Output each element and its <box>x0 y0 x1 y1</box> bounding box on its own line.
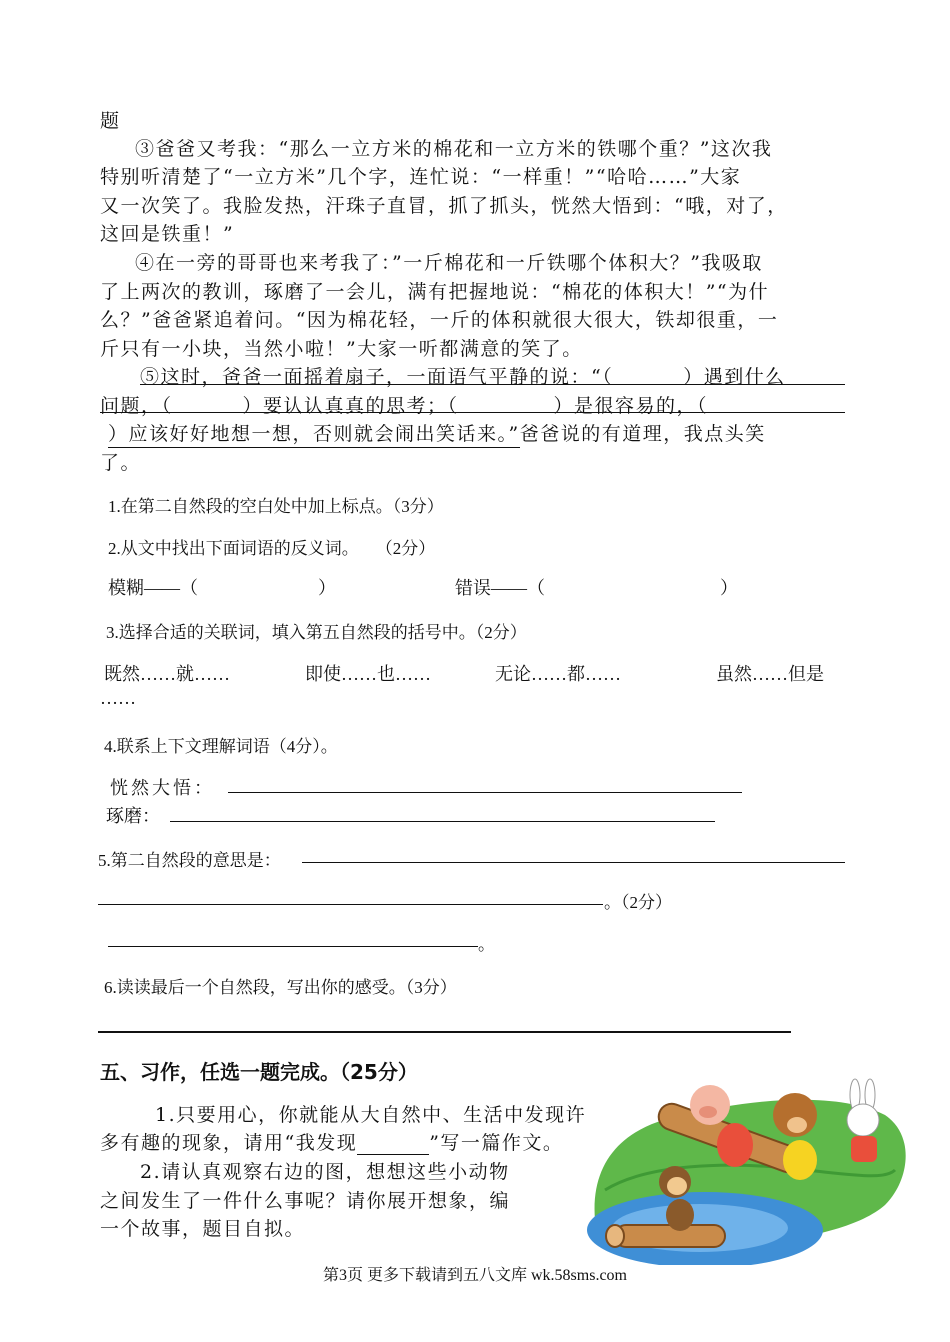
answer-line[interactable] <box>108 946 478 947</box>
conjunction-option: 虽然……但是 <box>716 664 824 684</box>
underline <box>100 412 845 413</box>
answer-line[interactable] <box>302 862 845 863</box>
conjunction-option-cont: …… <box>100 688 136 708</box>
conjunction-option: 即使……也…… <box>305 664 431 684</box>
page-footer: 第3页 更多下载请到五八文库 wk.58sms.com <box>322 1267 627 1284</box>
question-5-end: 。 <box>478 935 495 954</box>
question-6: 6.读读最后一个自然段，写出你的感受。（3分） <box>104 978 457 997</box>
passage-line-with-blanks: 问题，（ ）要认认真真的思考；（ ）是很容易的，（ <box>100 395 709 417</box>
term-label-a: 恍然大悟： <box>110 778 215 798</box>
passage-line: ③爸爸又考我：“那么一立方米的棉花和一立方米的铁哪个重？”这次我 <box>135 138 773 160</box>
conjunction-option: 无论……都…… <box>495 664 621 684</box>
question-5: 5.第二自然段的意思是： <box>98 851 281 870</box>
question-3: 3.选择合适的关联词，填入第五自然段的括号中。（2分） <box>106 623 527 642</box>
passage-line: 题 <box>100 110 121 132</box>
passage-line: 这回是铁重！” <box>100 223 235 245</box>
conjunction-option: 既然……就…… <box>104 664 230 684</box>
passage-line: 么？”爸爸紧追着问。“因为棉花轻，一斤的体积就很大很大，铁却很重，一 <box>100 309 779 331</box>
passage-line: 了上两次的教训，琢磨了一会儿，满有把握地说：“棉花的体积大！”“为什 <box>100 281 770 303</box>
prompt-line: 之间发生了一件什么事呢？请你展开想象，编 <box>100 1190 511 1212</box>
antonym-b: 错误——（ ） <box>455 578 738 598</box>
passage-line: ④在一旁的哥哥也来考我了：”一斤棉花和一斤铁哪个体积大？”我吸取 <box>135 252 763 274</box>
animals-log-illustration <box>585 1070 915 1265</box>
term-label-b: 琢磨： <box>106 806 160 826</box>
answer-line[interactable] <box>228 792 742 793</box>
prompt-line: 多有趣的现象，请用“我发现 ”写一篇作文。 <box>100 1132 564 1154</box>
section-heading: 五、习作，任选一题完成。（25分） <box>100 1060 418 1084</box>
passage-line: 斤只有一小块，当然小啦！”大家一听都满意的笑了。 <box>100 338 583 360</box>
passage-line-with-blank: ）应该好好地想一想，否则就会闹出笑话来。”爸爸说的有道理，我点头笑 <box>108 419 766 446</box>
question-5-score: 。（2分） <box>604 893 672 912</box>
prompt-line: 一个故事，题目自拟。 <box>100 1218 306 1240</box>
antonym-a: 模糊——（ ） <box>108 578 336 598</box>
answer-line[interactable] <box>170 821 715 822</box>
passage-line: 又一次笑了。我脸发热，汗珠子直冒，抓了抓头，恍然大悟到：“哦，对了， <box>100 195 788 217</box>
answer-line[interactable] <box>98 904 603 905</box>
question-4: 4.联系上下文理解词语（4分）。 <box>104 737 338 756</box>
question-1: 1.在第二自然段的空白处中加上标点。（3分） <box>108 497 444 516</box>
underline <box>140 384 845 385</box>
blank[interactable] <box>357 1136 429 1155</box>
prompt-line: 2.请认真观察右边的图，想想这些小动物 <box>140 1161 510 1183</box>
answer-line[interactable] <box>98 1031 791 1033</box>
passage-line: 特别听清楚了“一立方米”几个字，连忙说：“一样重！”“哈哈……”大家 <box>100 166 742 188</box>
question-2: 2.从文中找出下面词语的反义词。 （2分） <box>108 539 436 558</box>
prompt-line: 1.只要用心，你就能从大自然中、生活中发现许 <box>155 1104 587 1126</box>
passage-line-with-blank: ⑤这时，爸爸一面摇着扇子，一面语气平静的说：“（ ）遇到什么 <box>140 366 786 388</box>
passage-line: 了。 <box>100 452 142 474</box>
